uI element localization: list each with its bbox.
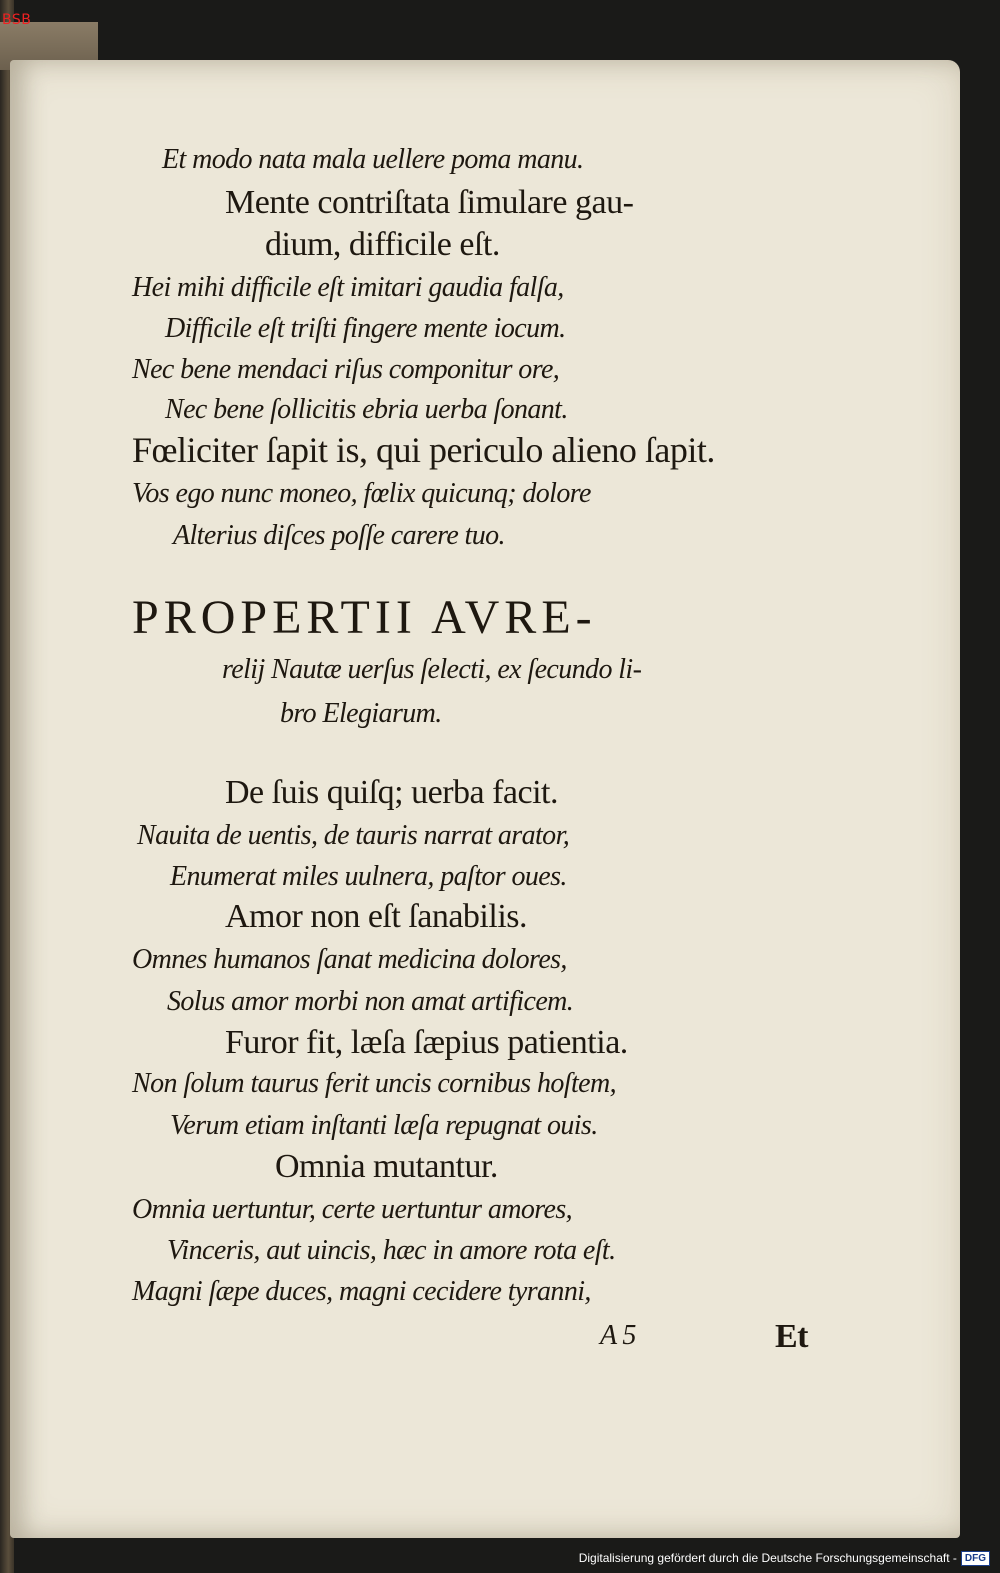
section-subtitle: relij Nautæ uerſus ſelecti, ex ſecundo li-	[222, 654, 642, 685]
dfg-logo: DFG	[961, 1551, 990, 1566]
sentence-heading: Fœliciter ſapit is, qui periculo alieno ſapit.	[132, 430, 715, 470]
text-line: Vos ego nunc moneo, fœlix quicunq; dolore	[132, 478, 591, 509]
text-line: Vinceris, aut uincis, hæc in amore rota eſt.	[167, 1235, 616, 1266]
text-line: Solus amor morbi non amat artificem.	[167, 986, 574, 1017]
credit-text: Digitalisierung gefördert durch die Deutsche Forschungsgemeinschaft -	[578, 1551, 957, 1565]
sentence-heading: Omnia mutantur.	[275, 1148, 498, 1185]
section-subtitle: bro Elegiarum.	[280, 698, 442, 729]
text-line: Enumerat miles uulnera, paſtor oues.	[170, 861, 567, 892]
text-line: Hei mihi difficile eſt imitari gaudia falſa,	[132, 272, 564, 303]
signature-mark: A 5	[600, 1320, 636, 1351]
catchword: Et	[775, 1318, 808, 1355]
sentence-heading: Furor fit, læſa ſæpius patientia.	[225, 1024, 628, 1061]
text-line: Verum etiam inſtanti læſa repugnat ouis.	[170, 1110, 598, 1141]
section-title: PROPERTII AVRE-	[132, 591, 597, 644]
sentence-heading: Amor non eſt ſanabilis.	[225, 898, 528, 935]
sentence-heading: dium, difficile eſt.	[265, 226, 500, 263]
text-line: Magni ſæpe duces, magni cecidere tyranni,	[132, 1276, 591, 1307]
text-line: Omnes humanos ſanat medicina dolores,	[132, 944, 567, 975]
book-page	[10, 60, 960, 1538]
text-line: Difficile eſt triſti fingere mente iocum.	[165, 313, 566, 344]
text-line: Nec bene mendaci riſus componitur ore,	[132, 354, 560, 385]
text-line: Nec bene ſollicitis ebria uerba ſonant.	[165, 394, 568, 425]
library-mark: BSB	[2, 12, 32, 28]
text-line: Omnia uertuntur, certe uertuntur amores,	[132, 1194, 573, 1225]
text-line: Alterius diſces poſſe carere tuo.	[173, 520, 505, 551]
digitization-credit	[579, 1549, 990, 1567]
sentence-heading: De ſuis quiſq; uerba facit.	[225, 774, 559, 811]
text-line: Et modo nata mala uellere poma manu.	[162, 144, 584, 175]
sentence-heading: Mente contriſtata ſimulare gau-	[225, 184, 634, 221]
text-line: Non ſolum taurus ferit uncis cornibus hoſtem,	[132, 1068, 617, 1099]
text-line: Nauita de uentis, de tauris narrat arator,	[137, 820, 570, 851]
